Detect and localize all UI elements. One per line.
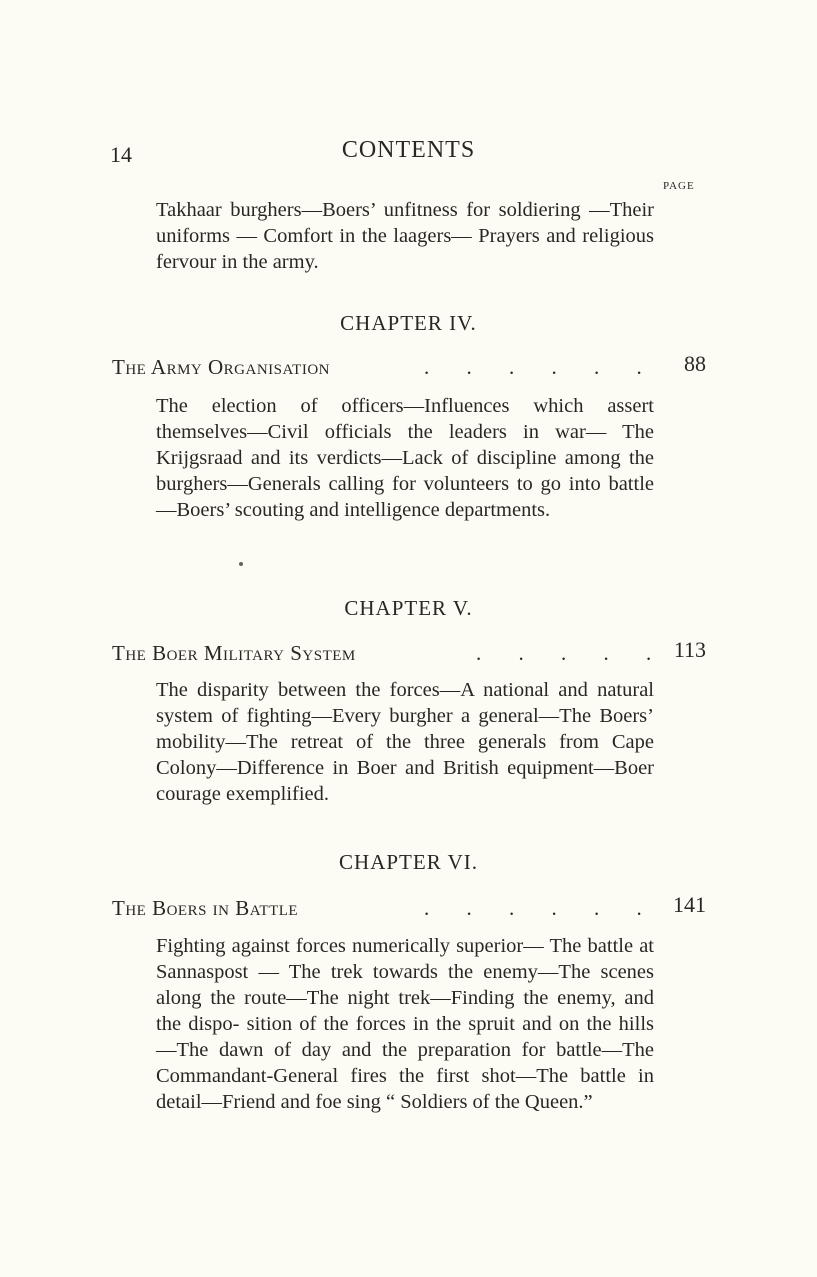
entry-title: The Army Organisation xyxy=(112,355,331,379)
dot-leader: . . . . . . xyxy=(424,896,658,920)
page-number: 14 xyxy=(110,142,132,167)
chapter-heading: CHAPTER V. xyxy=(344,596,473,620)
chapter-heading: CHAPTER VI. xyxy=(339,850,478,874)
dot-leader: . . . . . . xyxy=(424,355,658,379)
toc-entry xyxy=(112,351,706,383)
continued-summary: Takhaar burghers—Boers’ unfitness for soldiering —Their uniforms — Comfort in the laagers— Prayers and religious fervour in the army. xyxy=(156,199,654,273)
running-head: CONTENTS xyxy=(341,137,476,163)
entry-title: The Boers in Battle xyxy=(112,896,299,920)
ink-speck xyxy=(239,562,243,566)
page-column-label: PAGE xyxy=(663,180,695,192)
entry-page-number: 113 xyxy=(673,637,706,662)
chapter-heading: CHAPTER IV. xyxy=(340,311,477,335)
chapter-summary: The disparity between the forces—A national and natural system of fighting—Every burgher a general—The Boers’ mobility—The retreat of the three generals from Cape Colony—Difference in Boer and British equipment—Boer courage exemplified. xyxy=(156,679,654,805)
toc-entry xyxy=(112,637,706,669)
entry-page-number: 141 xyxy=(673,892,706,917)
chapter-summary: Fighting against forces numerically superior— The battle at Sannaspost — The trek towards the enemy—The scenes along the route—The night trek—Finding the enemy, and the dispo- sition of the forces in the spruit and on the hills —The dawn of day and the preparation for battle—The Commandant-General fires the first shot—The battle in detail—Friend and foe sing “ Soldiers of the Queen.” xyxy=(156,935,654,1113)
dot-leader: . . . . . xyxy=(476,641,668,665)
entry-title: The Boer Military System xyxy=(112,641,356,665)
toc-entry xyxy=(112,892,706,924)
chapter-summary: The election of officers—Influences which assert themselves—Civil officials the leaders in war— The Krijgsraad and its verdicts—Lack of discipline among the burghers—Generals calling for volunteers to go into battle—Boers’ scouting and intelligence departments. xyxy=(156,395,654,521)
entry-page-number: 88 xyxy=(684,351,706,376)
